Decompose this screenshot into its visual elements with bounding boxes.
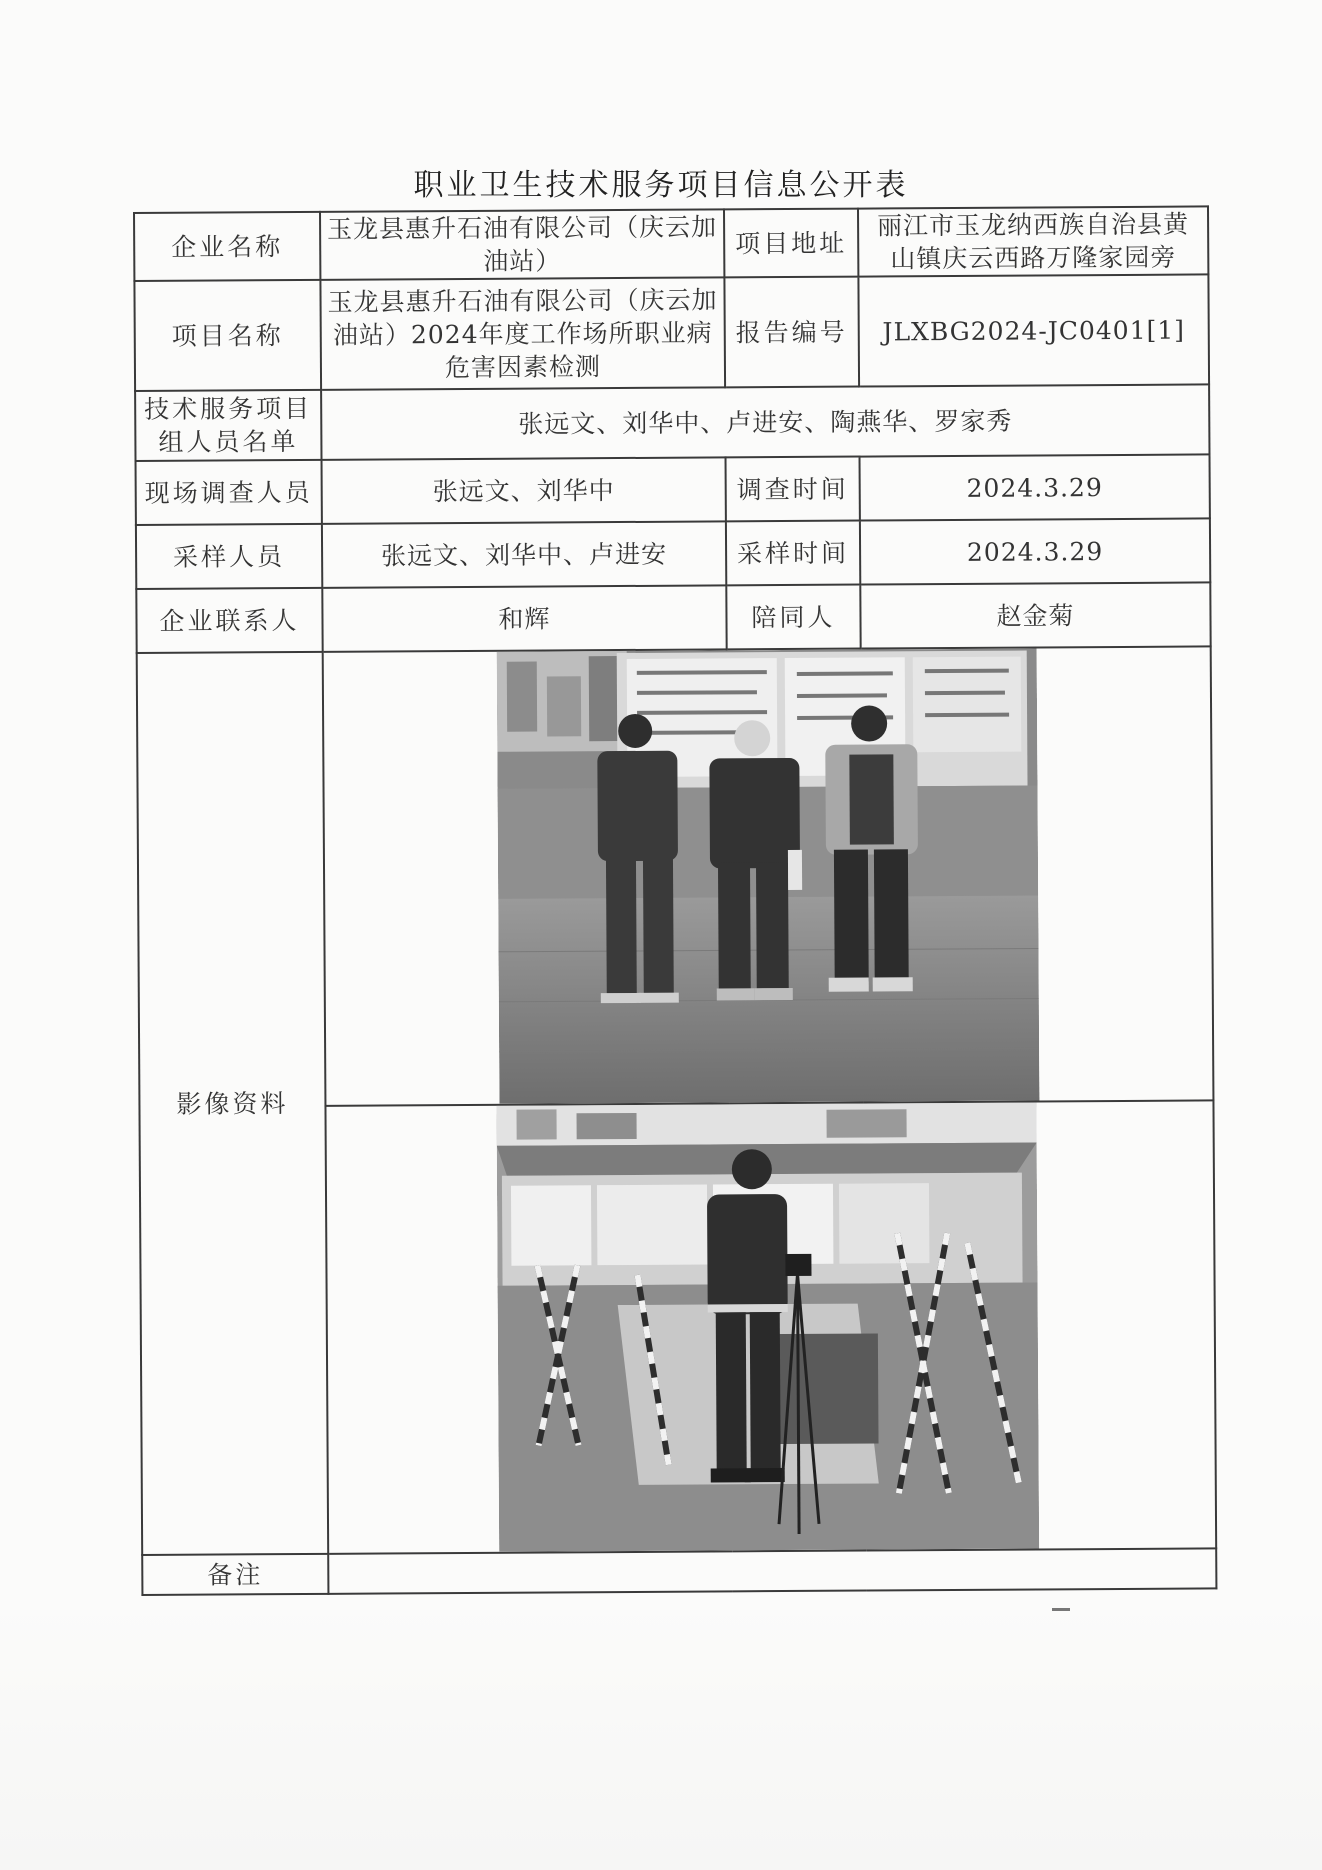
sampling-time-value: 2024.3.29 [860,518,1210,584]
project-address-value: 丽江市玉龙纳西族自治县黄山镇庆云西路万隆家园旁 [858,206,1208,276]
survey-time-label: 调查时间 [726,457,860,522]
team-label: 技术服务项目组人员名单 [135,390,321,461]
row-remarks [142,1548,1216,1595]
report-no-value: JLXBG2024-JC0401[1] [858,274,1209,386]
sampling-photo-image [496,1102,1039,1551]
contact-value: 和辉 [322,585,726,651]
sampling-staff-value: 张远文、刘华中、卢进安 [322,521,726,587]
contact-label: 企业联系人 [136,588,322,653]
row-image-1 [137,646,1214,1107]
sampling-photo [496,1102,1039,1551]
info-table [133,205,1217,1596]
report-no-label: 报告编号 [724,277,859,388]
escort-value: 赵金菊 [860,582,1210,648]
page-title: 职业卫生技术服务项目信息公开表 [413,168,909,203]
survey-time-value: 2024.3.29 [860,454,1210,520]
row-project [134,274,1209,391]
project-name-label: 项目名称 [134,280,321,391]
sampling-staff-label: 采样人员 [136,524,322,589]
scan-mark [1052,1608,1070,1611]
row-sampling [136,518,1210,589]
remarks-value [328,1548,1216,1593]
survey-staff-value: 张远文、刘华中 [322,457,726,523]
info-sheet [133,209,1207,1596]
page-bottom-shade [0,1600,1322,1870]
survey-staff-label: 现场调查人员 [136,460,322,525]
row-team [135,384,1209,461]
sampling-time-label: 采样时间 [726,521,860,586]
enterprise-name-label: 企业名称 [134,212,320,281]
remarks-label: 备注 [142,1554,328,1595]
project-name-value: 玉龙县惠升石油有限公司（庆云加油站）2024年度工作场所职业病危害因素检测 [320,277,725,389]
escort-label: 陪同人 [726,585,860,650]
images-label: 影像资料 [137,652,329,1555]
row-survey [136,454,1210,525]
photo-cell-2 [325,1100,1216,1553]
staff-group-photo-image [497,648,1040,1103]
staff-group-photo [497,648,1040,1103]
row-enterprise [134,206,1208,281]
project-address-label: 项目地址 [724,209,858,278]
row-contact [136,582,1210,653]
photo-cell-1 [323,646,1214,1105]
enterprise-name-value: 玉龙县惠升石油有限公司（庆云加油站） [320,209,724,279]
team-value: 张远文、刘华中、卢进安、陶燕华、罗家秀 [321,384,1209,459]
